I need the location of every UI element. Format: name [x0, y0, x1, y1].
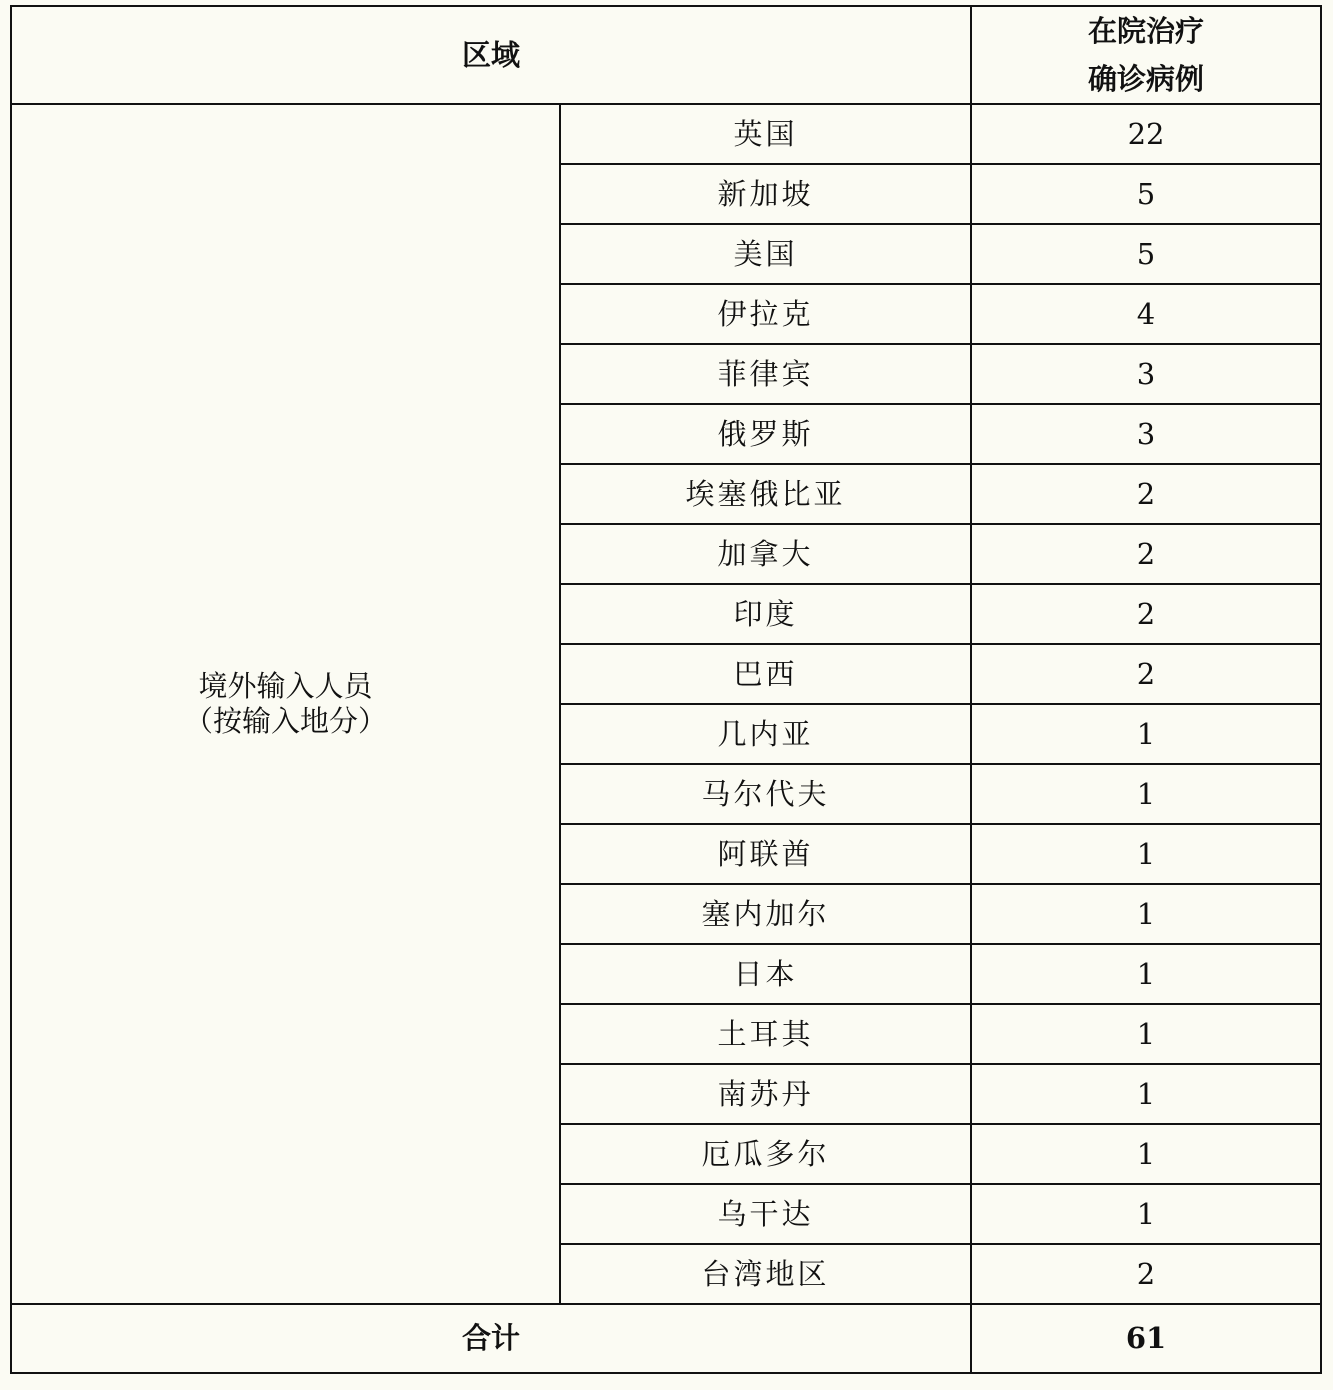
count-cell: 4 — [971, 284, 1321, 344]
country-cell: 印度 — [560, 584, 971, 644]
group-label-line1: 境外输入人员 — [198, 669, 373, 704]
count-cell: 1 — [971, 824, 1321, 884]
country-cell: 土耳其 — [560, 1004, 971, 1064]
country-cell: 加拿大 — [560, 524, 971, 584]
country-cell: 菲律宾 — [560, 344, 971, 404]
imported-cases-group — [11, 104, 560, 1304]
count-cell: 1 — [971, 764, 1321, 824]
country-cell: 南苏丹 — [560, 1064, 971, 1124]
count-header — [971, 6, 1321, 104]
count-cell: 1 — [971, 1184, 1321, 1244]
count-cell: 1 — [971, 884, 1321, 944]
count-cell: 1 — [971, 1064, 1321, 1124]
count-header-line2: 确诊病例 — [1088, 62, 1205, 96]
country-cell: 几内亚 — [560, 704, 971, 764]
country-cell: 美国 — [560, 224, 971, 284]
count-cell: 3 — [971, 344, 1321, 404]
group-label-line2: （按输入地分） — [183, 704, 387, 738]
count-cell: 22 — [971, 104, 1321, 164]
country-cell: 埃塞俄比亚 — [560, 464, 971, 524]
country-cell: 乌干达 — [560, 1184, 971, 1244]
country-cell: 巴西 — [560, 644, 971, 704]
country-cell: 阿联酋 — [560, 824, 971, 884]
count-cell: 1 — [971, 1124, 1321, 1184]
table-row — [11, 104, 1321, 164]
count-cell: 3 — [971, 404, 1321, 464]
count-cell: 1 — [971, 704, 1321, 764]
count-cell: 5 — [971, 224, 1321, 284]
total-count: 61 — [971, 1304, 1321, 1373]
country-cell: 马尔代夫 — [560, 764, 971, 824]
total-label: 合计 — [11, 1304, 971, 1373]
country-cell: 英国 — [560, 104, 971, 164]
country-cell: 厄瓜多尔 — [560, 1124, 971, 1184]
country-cell: 塞内加尔 — [560, 884, 971, 944]
country-cell: 新加坡 — [560, 164, 971, 224]
country-cell: 伊拉克 — [560, 284, 971, 344]
count-cell: 2 — [971, 464, 1321, 524]
country-cell: 台湾地区 — [560, 1244, 971, 1304]
country-cell: 俄罗斯 — [560, 404, 971, 464]
count-header-line1: 在院治疗 — [1088, 14, 1205, 48]
count-cell: 2 — [971, 644, 1321, 704]
total-row — [11, 1304, 1321, 1373]
count-cell: 1 — [971, 944, 1321, 1004]
country-cell: 日本 — [560, 944, 971, 1004]
count-cell: 2 — [971, 524, 1321, 584]
region-header: 区域 — [11, 6, 971, 104]
count-cell: 2 — [971, 1244, 1321, 1304]
case-table — [10, 5, 1322, 1374]
count-cell: 5 — [971, 164, 1321, 224]
count-cell: 2 — [971, 584, 1321, 644]
header-row — [11, 6, 1321, 104]
count-cell: 1 — [971, 1004, 1321, 1064]
